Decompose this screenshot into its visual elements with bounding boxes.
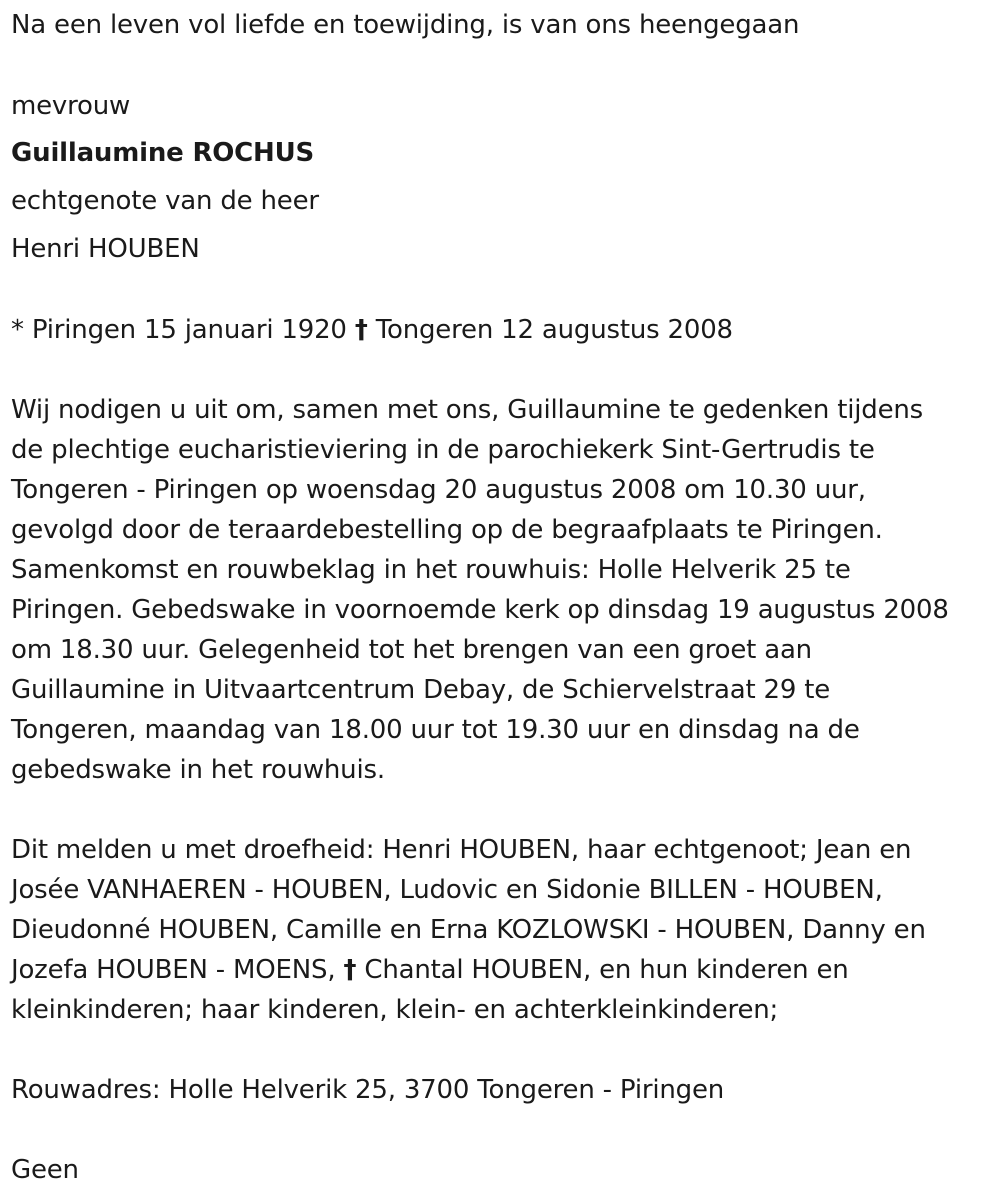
deceased-name: Guillaumine ROCHUS	[11, 138, 315, 168]
title-prefix: mevrouw	[11, 91, 131, 121]
mourning-address: Rouwadres: Holle Helverik 25, 3700 Tongeren - Piringen	[11, 1075, 725, 1105]
invitation-paragraph	[11, 390, 949, 790]
cross-symbol: †	[354, 315, 368, 345]
family-line: Dieudonné HOUBEN, Camille en Erna KOZLOWSKI - HOUBEN, Danny en	[11, 915, 926, 945]
footer-text: Geen	[11, 1155, 79, 1185]
intro-text: Na een leven vol liefde en toewijding, is van ons heengegaan	[11, 10, 800, 40]
invitation-line: gebedswake in het rouwhuis.	[11, 755, 385, 785]
family-line	[11, 950, 926, 990]
invitation-line: gevolgd door de teraardebestelling op de begraafplaats te Piringen.	[11, 515, 883, 545]
cross-symbol: †	[343, 955, 357, 985]
invitation-line: Wij nodigen u uit om, samen met ons, Guillaumine te gedenken tijdens	[11, 395, 924, 425]
invitation-line: om 18.30 uur. Gelegenheid tot het brengen van een groet aan	[11, 635, 812, 665]
spouse-name: Henri HOUBEN	[11, 234, 200, 264]
invitation-line: Tongeren, maandag van 18.00 uur tot 19.30 uur en dinsdag na de	[11, 715, 860, 745]
invitation-line: Samenkomst en rouwbeklag in het rouwhuis: Holle Helverik 25 te	[11, 555, 851, 585]
invitation-line: Guillaumine in Uitvaartcentrum Debay, de Schiervelstraat 29 te	[11, 675, 831, 705]
invitation-line: de plechtige eucharistieviering in de parochiekerk Sint-Gertrudis te	[11, 435, 875, 465]
family-line: Dit melden u met droefheid: Henri HOUBEN, haar echtgenoot; Jean en	[11, 835, 912, 865]
family-line: Josée VANHAEREN - HOUBEN, Ludovic en Sidonie BILLEN - HOUBEN,	[11, 875, 883, 905]
invitation-line: Tongeren - Piringen op woensdag 20 augustus 2008 om 10.30 uur,	[11, 475, 866, 505]
birth-date: * Piringen 15 januari 1920	[11, 315, 347, 345]
invitation-line: Piringen. Gebedswake in voornoemde kerk op dinsdag 19 augustus 2008	[11, 595, 949, 625]
family-line-part: Chantal HOUBEN, en hun kinderen en	[364, 955, 849, 985]
life-dates	[11, 310, 733, 350]
family-line: kleinkinderen; haar kinderen, klein- en achterkleinkinderen;	[11, 995, 779, 1025]
death-date: Tongeren 12 augustus 2008	[375, 315, 733, 345]
family-line-part: Jozefa HOUBEN - MOENS,	[11, 955, 336, 985]
relation-text: echtgenote van de heer	[11, 186, 319, 216]
family-paragraph	[11, 830, 926, 1030]
